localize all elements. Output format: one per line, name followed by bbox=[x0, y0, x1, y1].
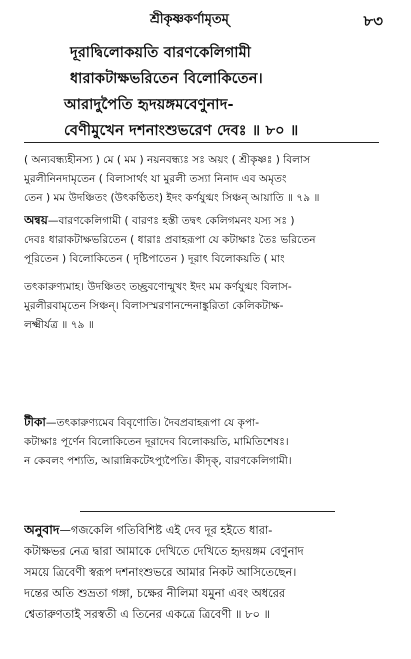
anvaya-line: পূরিতেন ) বিলোকিতেন ( দৃষ্টিপাতেন ) দূরাৎ বিলোকয়তি ( মাং bbox=[24, 253, 285, 265]
anvaya-line: দেবঃ ধারাকটাক্ষভরিতেন ( ধারাঃ প্রবাহরূপা যে কটাক্ষাঃ তৈঃ ভরিতেন bbox=[24, 234, 316, 246]
tika-label: টীকা bbox=[24, 415, 46, 429]
anvaya-line bbox=[24, 211, 384, 231]
translation-line bbox=[24, 519, 384, 541]
anvaya-label: অন্বয় bbox=[24, 213, 48, 227]
page-header bbox=[0, 0, 411, 40]
anvaya-block bbox=[24, 211, 384, 335]
anvaya-line: লক্ষ্মীর্যত্র ॥ ৭৯ ॥ bbox=[24, 319, 94, 331]
verse-line: বেণীমুখেন দশনাংশুভরেণ দেবঃ ॥ ৮০ ॥ bbox=[64, 123, 299, 139]
page-number: ৮৩ bbox=[363, 12, 383, 30]
tika-block bbox=[24, 413, 384, 471]
tika-line: ন কেবলং পশ্যতি, আরান্নিকটেঽপ্যুপৈতি। কীদৃক্, বারণকেলিগামী। bbox=[24, 455, 292, 467]
translation-line: কটাক্ষভর নেত্র দ্বারা আমাকে দেখিতে দেখিতে হৃদয়ঙ্গম বেণুনাদ bbox=[24, 544, 304, 558]
tika-line bbox=[24, 413, 384, 433]
commentary-line: মুরলীনিনদামৃতেন ( বিলাসার্থং যা মুরলী তস্যা নিনাদ এব অমৃতং bbox=[24, 173, 287, 185]
translation-line: শ্বেতারুণতাই সরস্বতী এ তিনের একত্রে ত্রিবেণী ॥ ৮০ ॥ bbox=[24, 607, 270, 621]
translation-line: সময়ে ত্রিবেণী স্বরূপ দশনাংশুভরে আমার নিকট আসিতেছেন। bbox=[24, 565, 297, 579]
anvaya-line: মুরলীরবামৃতেন সিঞ্চন্। বিলাসস্মরণানন্দেনাঙ্কুরিতা কেলিকটাক্ষ- bbox=[24, 300, 284, 312]
tika-line: কটাক্ষাঃ পূর্ণেন বিলোকিতেন দূরাদেব বিলোকয়তি, মামিতিশেষঃ। bbox=[24, 436, 289, 448]
tika-text: —তৎকারুণ্যমেব বিবৃণোতি। দৈবপ্রবাহরূপা যে কৃপা- bbox=[45, 417, 260, 429]
translation-text: —গজকেলি গতিবিশিষ্ট এই দেব দূর হইতে ধারা- bbox=[59, 523, 273, 537]
running-title: শ্রীকৃষ্ণকর্ণামৃতম্ bbox=[150, 12, 229, 27]
anvaya-text: —বারণকেলিগামী ( বারণঃ হস্তী তদ্বৎ কেলিগমনং যস্য সঃ ) bbox=[47, 215, 295, 227]
translation-label: অনুবাদ bbox=[24, 522, 60, 537]
section-divider bbox=[24, 142, 379, 143]
anvaya-line: তৎকারুণ্যমাহ। উদঞ্চিতং তচ্ছ্রবণোন্মুখং ইদং মম কর্ণযুগ্মং বিলাস- bbox=[24, 281, 292, 293]
sanskrit-verse bbox=[64, 40, 370, 144]
translation-line: দন্তের অতি শুভ্রতা গঙ্গা, চক্ষের নীলিমা যমুনা এবং অধরের bbox=[24, 586, 286, 600]
section-divider bbox=[80, 511, 335, 512]
translation-block bbox=[24, 519, 384, 625]
commentary-line: তেন ) মম উদঞ্চিতং (উৎকণ্ঠিতং) ইদং কর্ণযুগ্মং সিঞ্চন্ আয়াতি ॥ ৭৯ ॥ bbox=[24, 192, 320, 204]
verse-line: আরাদুপৈতি হৃদয়ঙ্গমবেণুনাদ- bbox=[64, 97, 234, 113]
verse-line: ধারাকটাক্ষভরিতেন বিলোকিতেন। bbox=[70, 71, 263, 87]
verse-line: দূরাদ্বিলোকয়তি বারণকেলিগামী bbox=[70, 45, 252, 61]
commentary-block bbox=[24, 151, 384, 208]
commentary-line: ( অন্যবন্ধ্যহীনস্য ) মে ( মম ) নয়নবন্ধ্যঃ সঃ অয়ং ( শ্রীকৃষ্ণঃ ) বিলাস bbox=[24, 154, 311, 166]
